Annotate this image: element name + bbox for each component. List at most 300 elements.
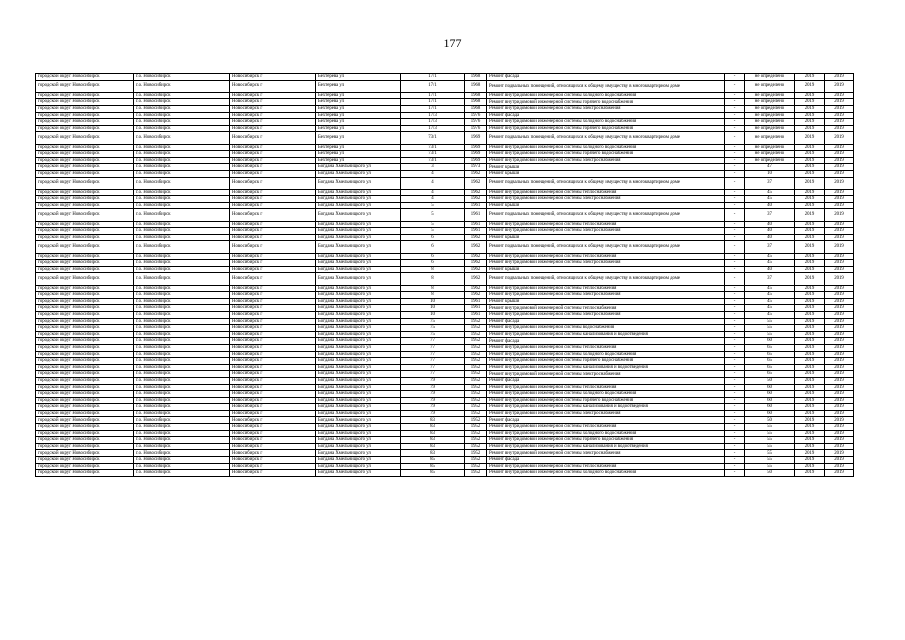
dash-cell: - [725,285,745,292]
go-cell: г.о. Новосибирск [134,371,230,378]
go-cell: г.о. Новосибирск [134,266,230,273]
table-row [36,196,854,203]
go-cell: г.о. Новосибирск [134,74,230,81]
year-end-cell: 2019 [825,209,854,221]
dash-cell: - [725,410,745,417]
street-cell: Богдана Хмельницкого ул [316,371,401,378]
okrug-cell: городской округ Новосибирск [36,74,134,81]
go-cell: г.о. Новосибирск [134,298,230,305]
city-cell: Новосибирск г [230,228,316,235]
year-start-cell: 2019 [795,351,825,358]
table-row [36,273,854,285]
year-cell: 1961 [465,209,487,221]
street-cell: Богдана Хмельницкого ул [316,457,401,464]
street-cell: Богдана Хмельницкого ул [316,170,401,177]
year-cell: 1952 [465,377,487,384]
street-cell: Богдана Хмельницкого ул [316,470,401,477]
dash-cell: - [725,430,745,437]
year-start-cell: 2019 [795,234,825,241]
year-start-cell: 2019 [795,228,825,235]
house-cell: 6 [401,241,465,253]
dash-cell: - [725,189,745,196]
year-cell: 1952 [465,364,487,371]
okrug-cell: городской округ Новосибирск [36,384,134,391]
work-type-cell: Ремонт крыши [487,170,725,177]
house-cell: 17/3 [401,125,465,132]
street-cell: Богдана Хмельницкого ул [316,298,401,305]
year-end-cell: 2019 [825,344,854,351]
street-cell: Богдана Хмельницкого ул [316,285,401,292]
year-start-cell: 2019 [795,99,825,106]
house-cell: 5 [401,202,465,209]
okrug-cell: городской округ Новосибирск [36,177,134,189]
work-type-cell: Ремонт внутридомовой инженерной системы теплоснабжения [487,424,725,431]
year-start-cell: 2019 [795,331,825,338]
city-cell: Новосибирск г [230,457,316,464]
house-cell: 77 [401,358,465,365]
year-cell: 1952 [465,331,487,338]
city-cell: Новосибирск г [230,285,316,292]
cost-cell: не определено [745,157,795,164]
year-start-cell: 2019 [795,202,825,209]
okrug-cell: городской округ Новосибирск [36,318,134,325]
street-cell: Богдана Хмельницкого ул [316,437,401,444]
year-start-cell: 2019 [795,273,825,285]
table-row [36,424,854,431]
go-cell: г.о. Новосибирск [134,253,230,260]
house-cell: 75 [401,318,465,325]
year-cell: 1976 [465,112,487,119]
year-end-cell: 2019 [825,417,854,424]
work-type-cell: Ремонт фасада [487,457,725,464]
street-cell: Богдана Хмельницкого ул [316,358,401,365]
street-cell: Бехтерева ул [316,132,401,144]
cost-cell: не определено [745,132,795,144]
house-cell: 17/1 [401,105,465,112]
table-row [36,164,854,171]
city-cell: Новосибирск г [230,189,316,196]
year-cell: 1952 [465,318,487,325]
dash-cell: - [725,371,745,378]
year-end-cell: 2019 [825,377,854,384]
table-row [36,266,854,273]
year-cell: 1962 [465,234,487,241]
year-end-cell: 2019 [825,430,854,437]
go-cell: г.о. Новосибирск [134,132,230,144]
dash-cell: - [725,417,745,424]
city-cell: Новосибирск г [230,105,316,112]
work-type-cell: Ремонт внутридомовой инженерной системы электроснабжения [487,105,725,112]
cost-cell: 55 [745,443,795,450]
cost-cell: не определено [745,92,795,99]
city-cell: Новосибирск г [230,157,316,164]
go-cell: г.о. Новосибирск [134,292,230,299]
work-type-cell: Ремонт внутридомовой инженерной системы горячего водоснабжения [487,397,725,404]
cost-cell: 55 [745,450,795,457]
year-start-cell: 2019 [795,410,825,417]
house-cell: 17/1 [401,74,465,81]
city-cell: Новосибирск г [230,470,316,477]
year-end-cell: 2019 [825,437,854,444]
dash-cell: - [725,292,745,299]
year-cell: 1952 [465,437,487,444]
work-type-cell: Ремонт внутридомовой инженерной системы теплоснабжения [487,189,725,196]
go-cell: г.о. Новосибирск [134,338,230,345]
street-cell: Богдана Хмельницкого ул [316,325,401,332]
dash-cell: - [725,241,745,253]
table-body [36,74,854,477]
city-cell: Новосибирск г [230,260,316,267]
year-cell: 1961 [465,311,487,318]
work-type-cell: Ремонт внутридомовой инженерной системы теплоснабжения [487,344,725,351]
okrug-cell: городской округ Новосибирск [36,170,134,177]
work-type-cell: Ремонт внутридомовой инженерной системы холодного водоснабжения [487,430,725,437]
table-row [36,391,854,398]
work-type-cell: Ремонт внутридомовой инженерной системы холодного водоснабжения [487,144,725,151]
year-end-cell: 2019 [825,331,854,338]
street-cell: Богдана Хмельницкого ул [316,311,401,318]
okrug-cell: городской округ Новосибирск [36,80,134,92]
work-type-cell: Ремонт крыши [487,298,725,305]
year-cell: 1962 [465,177,487,189]
year-end-cell: 2019 [825,443,854,450]
table-row [36,292,854,299]
dash-cell: - [725,228,745,235]
dash-cell: - [725,177,745,189]
year-end-cell: 2019 [825,463,854,470]
year-cell: 1969 [465,151,487,158]
okrug-cell: городской округ Новосибирск [36,209,134,221]
year-end-cell: 2019 [825,105,854,112]
year-cell: 1976 [465,125,487,132]
year-end-cell: 2019 [825,74,854,81]
year-cell: 1952 [465,384,487,391]
city-cell: Новосибирск г [230,384,316,391]
cost-cell: 55 [745,331,795,338]
dash-cell: - [725,260,745,267]
year-end-cell: 2019 [825,391,854,398]
cost-cell: не определено [745,151,795,158]
year-end-cell: 2019 [825,371,854,378]
year-start-cell: 2019 [795,338,825,345]
dash-cell: - [725,164,745,171]
house-cell: 4 [401,196,465,203]
dash-cell: - [725,234,745,241]
year-cell: 1962 [465,241,487,253]
work-type-cell: Ремонт фасада [487,417,725,424]
house-cell: 17/3 [401,112,465,119]
cost-cell: 55 [745,430,795,437]
table-row [36,318,854,325]
year-end-cell: 2019 [825,164,854,171]
street-cell: Богдана Хмельницкого ул [316,228,401,235]
house-cell: 83 [401,443,465,450]
table-row [36,397,854,404]
house-cell: 10 [401,298,465,305]
year-cell: 1969 [465,144,487,151]
year-end-cell: 2019 [825,253,854,260]
street-cell: Бехтерева ул [316,144,401,151]
go-cell: г.о. Новосибирск [134,318,230,325]
house-cell: 10 [401,305,465,312]
year-cell: 1952 [465,424,487,431]
cost-cell: 45 [745,298,795,305]
year-start-cell: 2019 [795,391,825,398]
cost-cell: 50 [745,417,795,424]
year-end-cell: 2019 [825,119,854,126]
work-type-cell: Ремонт внутридомовой инженерной системы теплоснабжения [487,463,725,470]
year-cell: 1952 [465,417,487,424]
cost-cell: 60 [745,391,795,398]
table-row [36,209,854,221]
cost-cell: не определено [745,119,795,126]
year-cell: 1952 [465,371,487,378]
go-cell: г.о. Новосибирск [134,105,230,112]
go-cell: г.о. Новосибирск [134,164,230,171]
house-cell: 8 [401,285,465,292]
city-cell: Новосибирск г [230,364,316,371]
okrug-cell: городской округ Новосибирск [36,105,134,112]
city-cell: Новосибирск г [230,397,316,404]
year-end-cell: 2019 [825,196,854,203]
house-cell: 8 [401,292,465,299]
year-end-cell: 2019 [825,457,854,464]
cost-cell: 45 [745,285,795,292]
work-type-cell: Ремонт внутридомовой инженерной системы канализования и водоотведения [487,331,725,338]
dash-cell: - [725,202,745,209]
cost-cell: 40 [745,202,795,209]
dash-cell: - [725,457,745,464]
table-row [36,170,854,177]
table-row [36,344,854,351]
dash-cell: - [725,196,745,203]
cost-cell: 40 [745,221,795,228]
okrug-cell: городской округ Новосибирск [36,202,134,209]
cost-cell: 40 [745,266,795,273]
year-start-cell: 2019 [795,170,825,177]
go-cell: г.о. Новосибирск [134,273,230,285]
city-cell: Новосибирск г [230,151,316,158]
table-row [36,132,854,144]
table-row [36,125,854,132]
year-cell: 1952 [465,457,487,464]
okrug-cell: городской округ Новосибирск [36,371,134,378]
go-cell: г.о. Новосибирск [134,260,230,267]
year-cell: 1968 [465,105,487,112]
okrug-cell: городской округ Новосибирск [36,221,134,228]
work-type-cell: Ремонт крыши [487,266,725,273]
okrug-cell: городской округ Новосибирск [36,404,134,411]
page-number: 177 [443,36,462,50]
table-row [36,99,854,106]
work-type-cell: Ремонт внутридомовой инженерной системы горячего водоснабжения [487,151,725,158]
year-start-cell: 2019 [795,266,825,273]
go-cell: г.о. Новосибирск [134,119,230,126]
year-cell: 1962 [465,189,487,196]
work-type-cell: Ремонт фасада [487,338,725,345]
year-start-cell: 2019 [795,463,825,470]
year-end-cell: 2019 [825,424,854,431]
dash-cell: - [725,119,745,126]
okrug-cell: городской округ Новосибирск [36,285,134,292]
okrug-cell: городской округ Новосибирск [36,351,134,358]
year-start-cell: 2019 [795,377,825,384]
year-start-cell: 2019 [795,450,825,457]
go-cell: г.о. Новосибирск [134,331,230,338]
dash-cell: - [725,112,745,119]
year-end-cell: 2019 [825,99,854,106]
street-cell: Богдана Хмельницкого ул [316,450,401,457]
street-cell: Богдана Хмельницкого ул [316,260,401,267]
city-cell: Новосибирск г [230,344,316,351]
city-cell: Новосибирск г [230,164,316,171]
city-cell: Новосибирск г [230,292,316,299]
street-cell: Богдана Хмельницкого ул [316,177,401,189]
go-cell: г.о. Новосибирск [134,470,230,477]
year-end-cell: 2019 [825,92,854,99]
dash-cell: - [725,377,745,384]
house-cell: 17/1 [401,92,465,99]
work-type-cell: Ремонт внутридомовой инженерной системы теплоснабжения [487,285,725,292]
cost-cell: 60 [745,384,795,391]
table-row [36,305,854,312]
cost-cell: 37 [745,273,795,285]
year-cell: 1962 [465,170,487,177]
go-cell: г.о. Новосибирск [134,457,230,464]
city-cell: Новосибирск г [230,331,316,338]
cost-cell: 50 [745,377,795,384]
table-row [36,151,854,158]
go-cell: г.о. Новосибирск [134,170,230,177]
house-cell: 4 [401,170,465,177]
okrug-cell: городской округ Новосибирск [36,273,134,285]
year-start-cell: 2019 [795,196,825,203]
house-cell: 83 [401,450,465,457]
cost-cell: 55 [745,325,795,332]
city-cell: Новосибирск г [230,177,316,189]
work-type-cell: Ремонт внутридомовой инженерной системы электроснабжения [487,410,725,417]
cost-cell: 37 [745,177,795,189]
street-cell: Богдана Хмельницкого ул [316,202,401,209]
go-cell: г.о. Новосибирск [134,285,230,292]
go-cell: г.о. Новосибирск [134,424,230,431]
city-cell: Новосибирск г [230,371,316,378]
work-type-cell: Ремонт внутридомовой инженерной системы горячего водоснабжения [487,99,725,106]
dash-cell: - [725,125,745,132]
okrug-cell: городской округ Новосибирск [36,397,134,404]
go-cell: г.о. Новосибирск [134,241,230,253]
year-cell: 1952 [465,410,487,417]
house-cell: 79 [401,397,465,404]
year-end-cell: 2019 [825,151,854,158]
dash-cell: - [725,338,745,345]
cost-cell: 65 [745,344,795,351]
dash-cell: - [725,364,745,371]
okrug-cell: городской округ Новосибирск [36,260,134,267]
year-start-cell: 2019 [795,358,825,365]
cost-cell: не определено [745,74,795,81]
go-cell: г.о. Новосибирск [134,450,230,457]
year-end-cell: 2019 [825,351,854,358]
year-start-cell: 2019 [795,132,825,144]
year-start-cell: 2019 [795,164,825,171]
year-cell: 1973 [465,164,487,171]
house-cell: 79 [401,391,465,398]
year-start-cell: 2019 [795,457,825,464]
work-type-cell: Ремонт внутридомовой инженерной системы электроснабжения [487,450,725,457]
year-start-cell: 2019 [795,292,825,299]
street-cell: Богдана Хмельницкого ул [316,266,401,273]
okrug-cell: городской округ Новосибирск [36,241,134,253]
go-cell: г.о. Новосибирск [134,189,230,196]
go-cell: г.о. Новосибирск [134,80,230,92]
table-row [36,311,854,318]
okrug-cell: городской округ Новосибирск [36,189,134,196]
year-cell: 1962 [465,292,487,299]
street-cell: Богдана Хмельницкого ул [316,424,401,431]
okrug-cell: городской округ Новосибирск [36,196,134,203]
house-cell: 83 [401,424,465,431]
go-cell: г.о. Новосибирск [134,443,230,450]
year-cell: 1952 [465,358,487,365]
city-cell: Новосибирск г [230,74,316,81]
year-cell: 1952 [465,404,487,411]
work-type-cell: Ремонт внутридомовой инженерной системы канализования и водоотведения [487,404,725,411]
table-row [36,450,854,457]
go-cell: г.о. Новосибирск [134,384,230,391]
dash-cell: - [725,325,745,332]
go-cell: г.о. Новосибирск [134,125,230,132]
year-end-cell: 2019 [825,318,854,325]
year-cell: 1962 [465,196,487,203]
table-row [36,384,854,391]
table-row [36,119,854,126]
year-end-cell: 2019 [825,266,854,273]
dash-cell: - [725,450,745,457]
city-cell: Новосибирск г [230,221,316,228]
house-cell: 77 [401,351,465,358]
house-cell: 77 [401,364,465,371]
year-cell: 1952 [465,450,487,457]
dash-cell: - [725,266,745,273]
dash-cell: - [725,74,745,81]
table-row [36,417,854,424]
year-start-cell: 2019 [795,344,825,351]
work-type-cell: Ремонт подвальных помещений, относящихся к общему имуществу в многоквартирном доме [487,273,725,285]
cost-cell: 45 [745,189,795,196]
year-start-cell: 2019 [795,470,825,477]
year-end-cell: 2019 [825,364,854,371]
year-end-cell: 2019 [825,338,854,345]
dash-cell: - [725,391,745,398]
year-start-cell: 2019 [795,92,825,99]
work-type-cell: Ремонт внутридомовой инженерной системы теплоснабжения [487,253,725,260]
street-cell: Бехтерева ул [316,157,401,164]
work-type-cell: Ремонт подвальных помещений, относящихся к общему имуществу в многоквартирном доме [487,241,725,253]
city-cell: Новосибирск г [230,305,316,312]
city-cell: Новосибирск г [230,253,316,260]
table-row [36,470,854,477]
table-row [36,364,854,371]
cost-cell: 55 [745,318,795,325]
go-cell: г.о. Новосибирск [134,430,230,437]
house-cell: 75 [401,331,465,338]
year-cell: 1961 [465,228,487,235]
okrug-cell: городской округ Новосибирск [36,305,134,312]
dash-cell: - [725,80,745,92]
dash-cell: - [725,273,745,285]
city-cell: Новосибирск г [230,318,316,325]
